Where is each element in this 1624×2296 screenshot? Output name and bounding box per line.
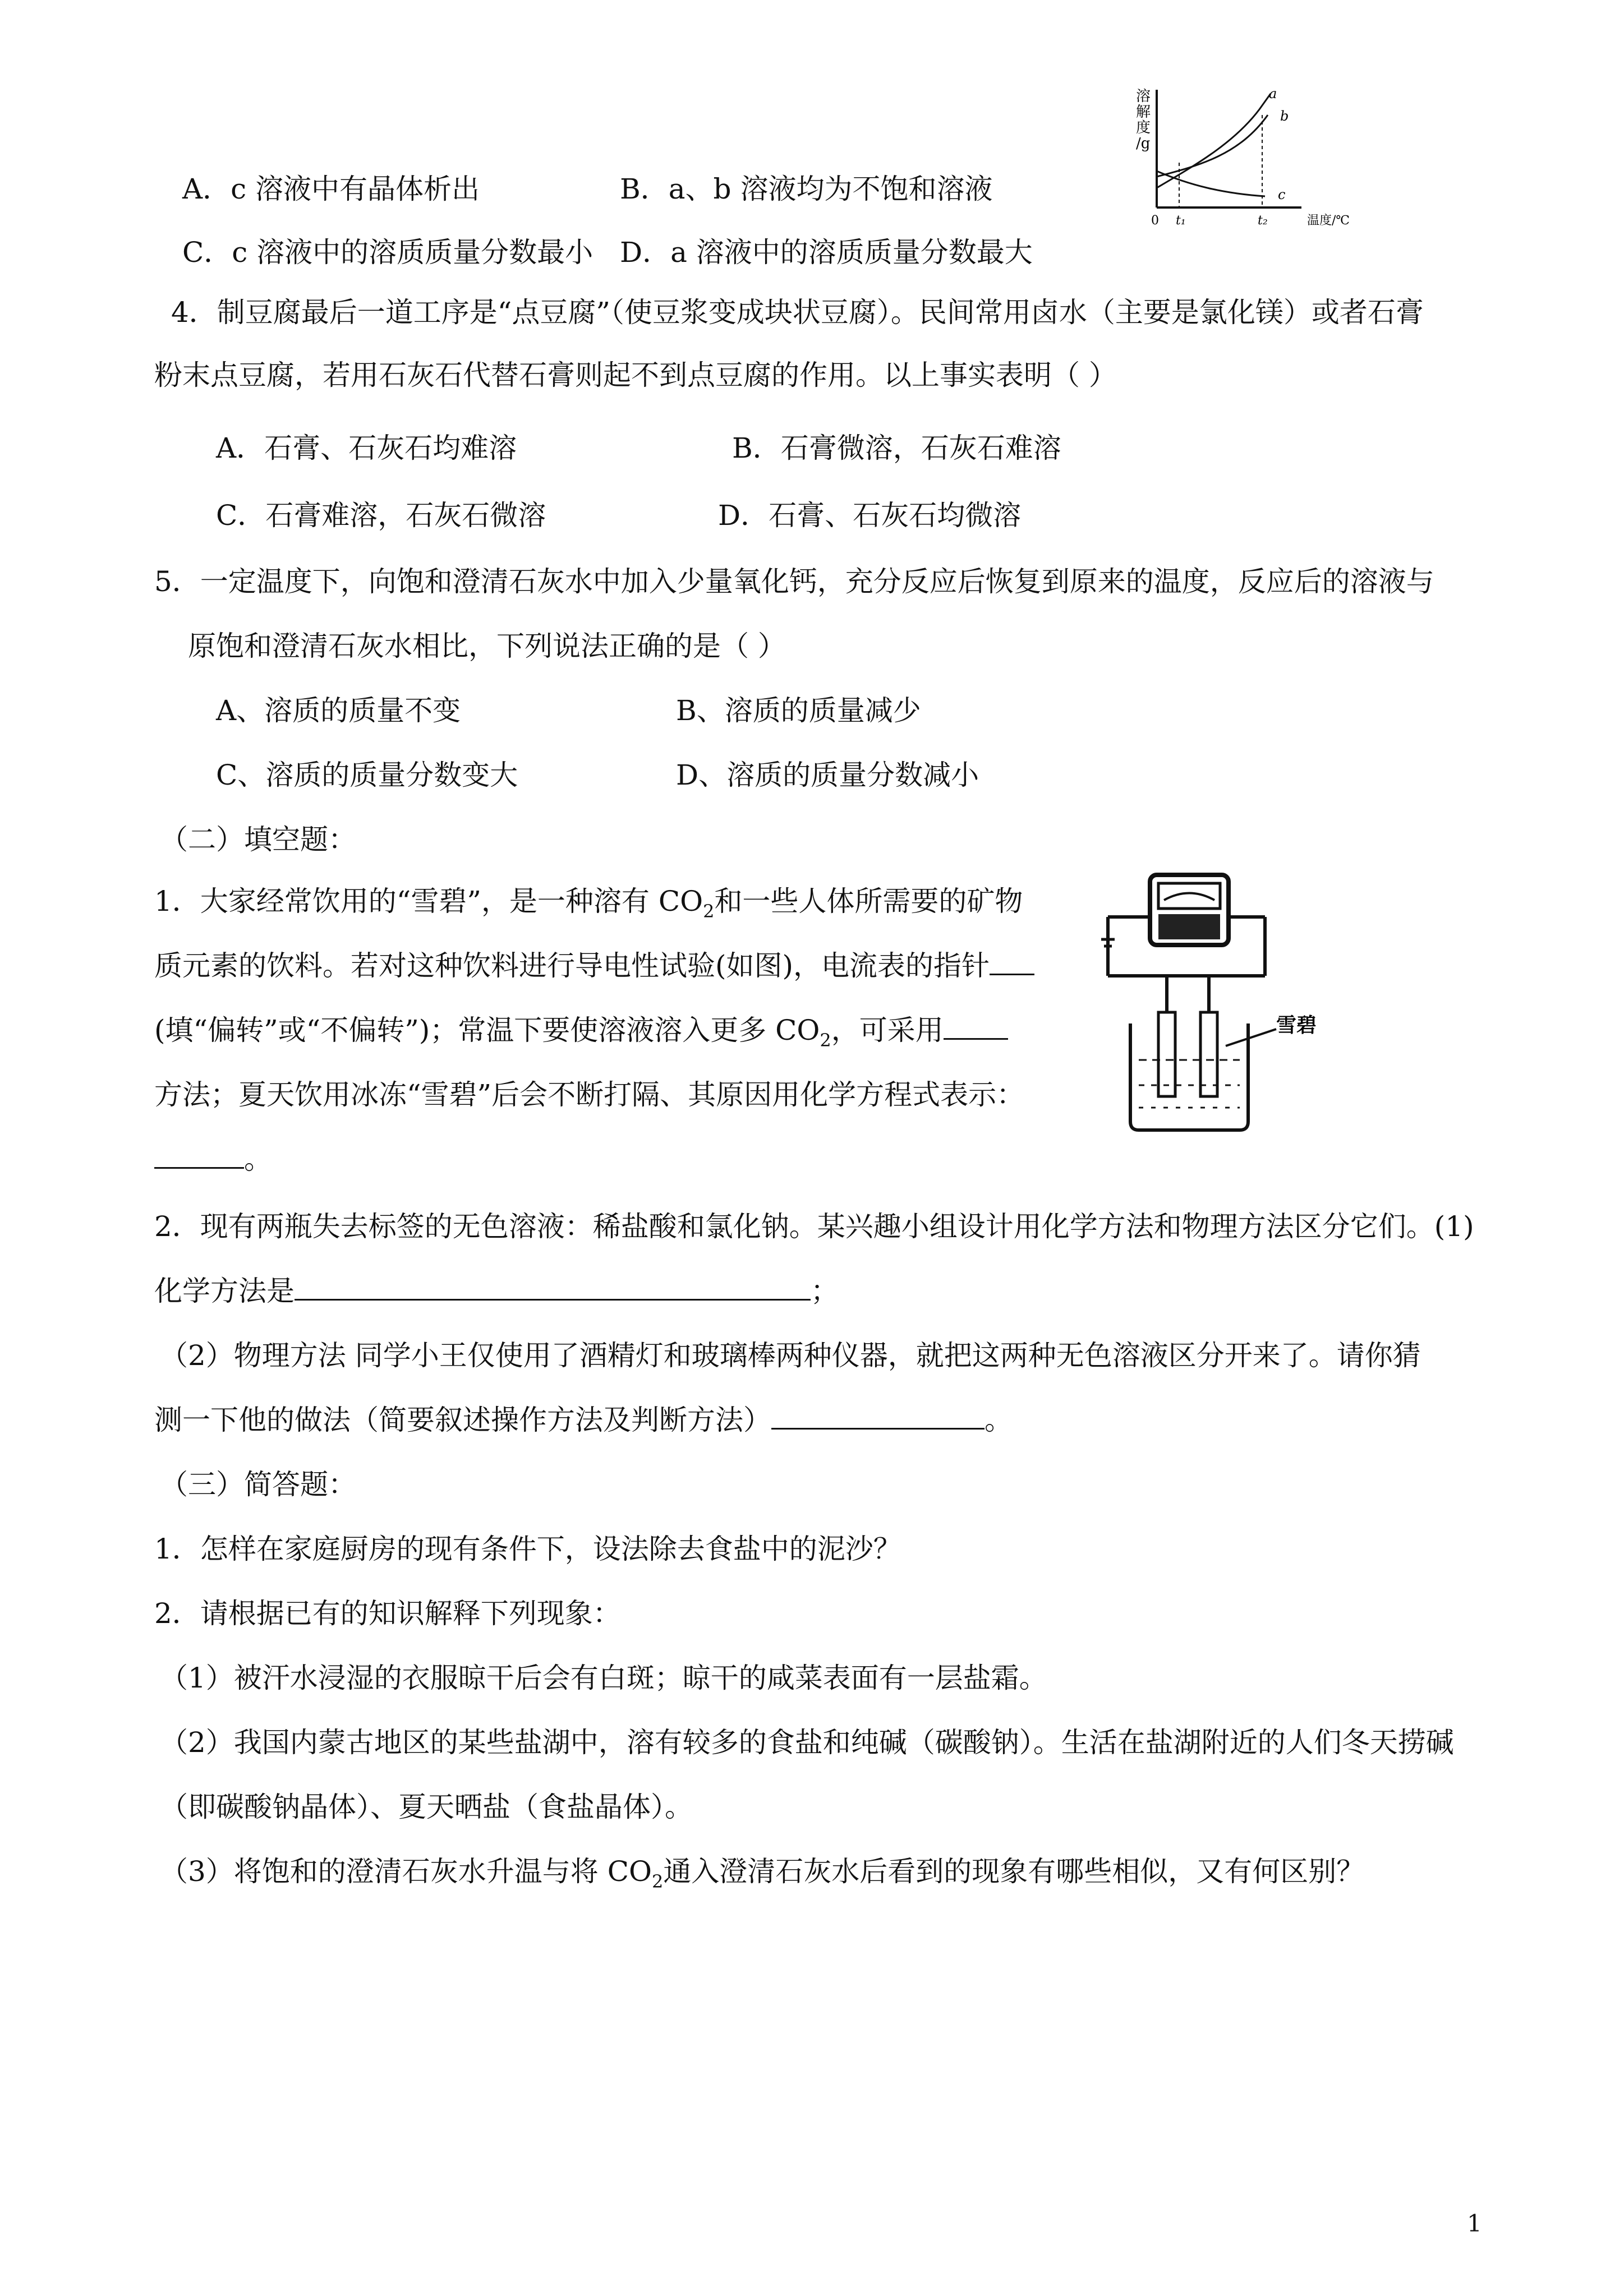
fill1-line2 bbox=[154, 948, 1034, 984]
graph-ylabel-2: 解 bbox=[1136, 104, 1151, 121]
answer-blank-chemical-method[interactable] bbox=[295, 1276, 811, 1301]
fill1-line4: 方法；夏天饮用冰冻“雪碧”后会不断打隔、其原因用化学方程式表示： bbox=[154, 1078, 1025, 1111]
graph-ylabel-4: /g bbox=[1136, 135, 1151, 152]
curve-a bbox=[1157, 94, 1271, 188]
fill1-line5-end: 。 bbox=[244, 1143, 272, 1175]
graph-ylabel-1: 溶 bbox=[1136, 88, 1151, 105]
fill1-line2-text: 质元素的饮料。若对这种饮料进行导电性试验(如图)，电流表的指针 bbox=[154, 949, 990, 982]
fill1-line1-text-b: 和一些人体所需要的矿物 bbox=[714, 885, 1023, 918]
q5-stem-line1: 5．一定温度下，向饱和澄清石灰水中加入少量氧化钙，充分反应后恢复到原来的温度，反应后的溶液与 bbox=[154, 565, 1434, 598]
short-q2-part3-text-a: （3）将饱和的澄清石灰水升温与将 CO bbox=[160, 1855, 652, 1888]
short-q1: 1．怎样在家庭厨房的现有条件下，设法除去食盐中的泥沙？ bbox=[154, 1533, 901, 1565]
answer-blank-pointer[interactable] bbox=[990, 951, 1034, 975]
fill2-line2-end: ； bbox=[811, 1275, 839, 1307]
conductivity-apparatus-figure bbox=[1097, 866, 1332, 1141]
section3-title: （三）简答题： bbox=[160, 1468, 356, 1501]
q3-option-a: A．c 溶液中有晶体析出 bbox=[182, 173, 480, 205]
co2-subscript: 2 bbox=[703, 901, 715, 922]
q3-option-d: D．a 溶液中的溶质质量分数最大 bbox=[620, 236, 1033, 269]
ammeter-base bbox=[1158, 914, 1220, 939]
q4-option-c: C．石膏难溶，石灰石微溶 bbox=[216, 499, 546, 532]
short-q2-part1: （1）被汗水浸湿的衣服晾干后会有白斑；晾干的咸菜表面有一层盐霜。 bbox=[160, 1662, 1047, 1694]
graph-origin: 0 bbox=[1151, 214, 1159, 228]
q5-option-d: D、溶质的质量分数减小 bbox=[676, 759, 979, 791]
curve-b bbox=[1157, 115, 1268, 177]
q5-option-c: C、溶质的质量分数变大 bbox=[216, 759, 518, 791]
short-q2-part2-line2: （即碳酸钠晶体）、夏天晒盐（食盐晶体）。 bbox=[160, 1791, 693, 1823]
fill2-line3: （2）物理方法 同学小王仅使用了酒精灯和玻璃棒两种仪器，就把这两种无色溶液区分开来了。请你猜 bbox=[160, 1339, 1421, 1372]
q4-option-b: B．石膏微溶，石灰石难溶 bbox=[732, 432, 1061, 464]
page-number: 1 bbox=[1467, 2210, 1482, 2237]
graph-t1: t₁ bbox=[1176, 214, 1186, 228]
q4-stem-line1: 4．制豆腐最后一道工序是“点豆腐”（使豆浆变成块状豆腐）。民间常用卤水（主要是氯化镁）或者石膏 bbox=[171, 296, 1424, 329]
answer-blank-equation[interactable] bbox=[154, 1145, 244, 1169]
fill1-line5 bbox=[154, 1141, 272, 1177]
fill2-line4-text: 测一下他的做法（简要叙述操作方法及判断方法） bbox=[154, 1404, 771, 1436]
q3-option-c: C．c 溶液中的溶质质量分数最小 bbox=[182, 236, 594, 269]
section2-title: （二）填空题： bbox=[160, 823, 356, 856]
fill2-line4 bbox=[154, 1402, 1013, 1438]
co2-subscript: 2 bbox=[651, 1871, 664, 1892]
solubility-graph bbox=[1133, 81, 1369, 233]
graph-xlabel: 温度/℃ bbox=[1307, 214, 1350, 228]
answer-blank-method[interactable] bbox=[944, 1016, 1008, 1040]
curve-label-b: b bbox=[1280, 108, 1289, 124]
short-q2-part3 bbox=[160, 1854, 1364, 1893]
q5-option-b: B、溶质的质量减少 bbox=[676, 694, 921, 727]
fill1-line3-text-a: (填“偏转”或“不偏转”)；常温下要使溶液溶入更多 CO bbox=[154, 1014, 820, 1046]
q5-stem-line2: 原饱和澄清石灰水相比，下列说法正确的是（ ） bbox=[188, 630, 786, 662]
short-q2: 2．请根据已有的知识解释下列现象： bbox=[154, 1597, 621, 1630]
short-q2-part2-line1: （2）我国内蒙古地区的某些盐湖中，溶有较多的食盐和纯碱（碳酸钠）。生活在盐湖附近的人们冬天捞碱 bbox=[160, 1726, 1454, 1759]
curve-label-a: a bbox=[1269, 86, 1277, 102]
curve-c bbox=[1157, 171, 1265, 196]
q4-option-a: A．石膏、石灰石均难溶 bbox=[216, 432, 517, 464]
electrode-left bbox=[1158, 1012, 1175, 1096]
fill1-line1-text-a: 1．大家经常饮用的“雪碧”，是一种溶有 CO bbox=[154, 885, 703, 918]
fill2-line2 bbox=[154, 1273, 839, 1309]
q4-stem-line2: 粉末点豆腐，若用石灰石代替石膏则起不到点豆腐的作用。以上事实表明（ ） bbox=[154, 359, 1117, 391]
label-pointer bbox=[1226, 1029, 1276, 1046]
co2-subscript: 2 bbox=[820, 1030, 831, 1051]
curve-label-c: c bbox=[1278, 187, 1286, 202]
q4-option-d: D．石膏、石灰石均微溶 bbox=[718, 499, 1022, 532]
electrode-right bbox=[1200, 1012, 1217, 1096]
fill2-line2-text: 化学方法是 bbox=[154, 1275, 295, 1307]
sprite-label: 雪碧 bbox=[1276, 1013, 1317, 1037]
graph-t2: t₂ bbox=[1258, 214, 1268, 228]
fill1-line3 bbox=[154, 1012, 1008, 1052]
fill1-line1 bbox=[154, 883, 1023, 923]
ammeter-dial bbox=[1158, 883, 1220, 909]
fill2-line1: 2．现有两瓶失去标签的无色溶液：稀盐酸和氯化钠。某兴趣小组设计用化学方法和物理方法区分它们。(1) bbox=[154, 1210, 1474, 1243]
short-q2-part3-text-b: 通入澄清石灰水后看到的现象有哪些相似，又有何区别？ bbox=[663, 1855, 1365, 1888]
fill1-line3-text-b: ，可采用 bbox=[831, 1014, 944, 1046]
q3-option-b: B．a、b 溶液均为不饱和溶液 bbox=[620, 173, 993, 205]
fill2-line4-end: 。 bbox=[984, 1404, 1013, 1436]
q5-option-a: A、溶质的质量不变 bbox=[216, 694, 461, 727]
graph-ylabel-3: 度 bbox=[1136, 119, 1151, 136]
answer-blank-physical-method[interactable] bbox=[771, 1405, 984, 1430]
beaker bbox=[1130, 1023, 1248, 1130]
